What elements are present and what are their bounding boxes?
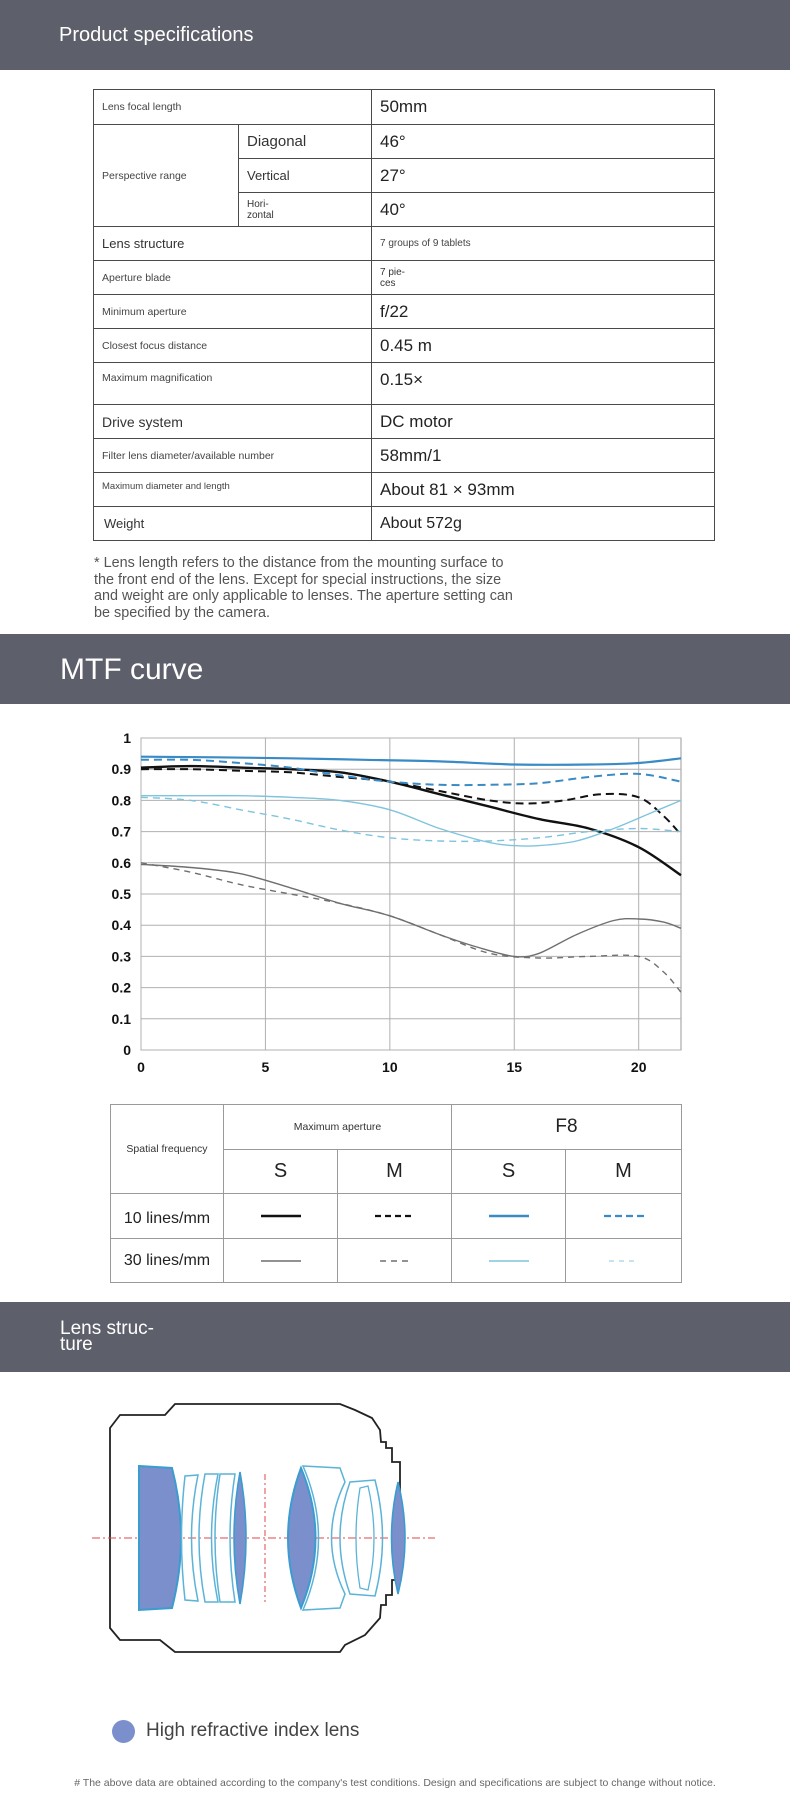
legend-m-f8: M <box>566 1150 682 1194</box>
mtf-header-band <box>0 634 790 704</box>
spec-label-perspective-range: Perspective range <box>94 125 239 227</box>
structure-title-line2: ture <box>60 1334 93 1355</box>
mtf-section-title: MTF curve <box>60 653 204 686</box>
spec-label-min-aperture: Minimum aperture <box>94 295 372 329</box>
legend-line-30-m-f8 <box>594 1257 654 1265</box>
mtf-series-line-8 <box>141 797 681 841</box>
mtf-ytick-label: 0.8 <box>111 792 131 809</box>
legend-m-max: M <box>338 1150 452 1194</box>
spec-value-focal-length: 50mm <box>372 90 715 125</box>
mtf-legend-table <box>110 1104 682 1283</box>
legend-line-10-m-f8 <box>594 1212 654 1220</box>
spec-value-max-magnification: 0.15× <box>372 363 715 405</box>
legend-spatial-frequency: Spatial frequency <box>111 1105 224 1194</box>
spec-value-filter: 58mm/1 <box>372 439 715 473</box>
spec-row-structure <box>94 227 715 261</box>
spec-label-horizontal <box>239 193 372 227</box>
spec-value-min-aperture: f/22 <box>372 295 715 329</box>
spec-label-dimensions: Maximum diameter and length <box>94 473 372 507</box>
lens-element-5 <box>234 1472 246 1604</box>
legend-swatch-30-s-max <box>224 1239 338 1283</box>
spec-label-focal-length: Lens focal length <box>94 90 372 125</box>
mtf-ytick-label: 0.3 <box>111 948 131 965</box>
lens-element-10 <box>392 1482 406 1594</box>
spec-label-structure: Lens structure <box>94 227 372 261</box>
spec-label-aperture-blade: Aperture blade <box>94 261 372 295</box>
spec-label-diagonal: Diagonal <box>239 125 372 159</box>
spec-row-aperture-blade <box>94 261 715 295</box>
legend-swatch-10-m-f8 <box>566 1194 682 1239</box>
mtf-ytick-label: 0.2 <box>111 979 131 996</box>
legend-line-30-s-f8 <box>479 1257 539 1265</box>
mtf-ytick-label: 0.4 <box>111 917 131 934</box>
legend-swatch-10-s-f8 <box>452 1194 566 1239</box>
legend-line-10-s-f8 <box>479 1212 539 1220</box>
legend-swatch-30-m-max <box>338 1239 452 1283</box>
legend-row-30-label: 30 lines/mm <box>111 1239 224 1283</box>
mtf-ytick-label: 0.6 <box>111 854 131 871</box>
spec-footnote: * Lens length refers to the distance from the mounting surface to the front end of the lens. Except for special instructions, the size and weight are only applicable to lenses. The aperture setting can be specified by the camera. <box>94 555 513 621</box>
mtf-series-line-1 <box>141 766 681 875</box>
spec-row-filter <box>94 439 715 473</box>
spec-row-weight <box>94 507 715 541</box>
spec-label-horizontal-line2: zontal <box>247 209 274 221</box>
spec-row-drive-system <box>94 405 715 439</box>
spec-row-diagonal <box>94 125 715 159</box>
structure-section-title <box>60 1318 154 1355</box>
legend-s-f8: S <box>452 1150 566 1194</box>
legend-line-30-m-max <box>365 1257 425 1265</box>
spec-value-aperture-blade-line2: ces <box>380 277 396 289</box>
spec-row-focal-length <box>94 90 715 125</box>
lens-element-1 <box>139 1466 181 1610</box>
structure-header-band <box>0 1302 790 1372</box>
mtf-series-line-5 <box>141 864 681 956</box>
spec-row-min-aperture <box>94 295 715 329</box>
legend-line-10-m-max <box>365 1212 425 1220</box>
spec-label-closest-focus: Closest focus distance <box>94 329 372 363</box>
footer-disclaimer: # The above data are obtained according to the company's test conditions. Design and specifications are subject to change without notice. <box>74 1777 716 1789</box>
hr-lens-swatch <box>112 1720 135 1743</box>
spec-value-horizontal: 40° <box>372 193 715 227</box>
legend-swatch-10-s-max <box>224 1194 338 1239</box>
spec-label-max-magnification: Maximum magnification <box>94 363 372 405</box>
spec-label-filter: Filter lens diameter/available number <box>94 439 372 473</box>
legend-swatch-30-s-f8 <box>452 1239 566 1283</box>
legend-row-10 <box>111 1194 682 1239</box>
mtf-series-line-6 <box>141 863 681 993</box>
mtf-xtick-label: 0 <box>137 1059 145 1075</box>
mtf-ytick-label: 0 <box>123 1042 131 1058</box>
mtf-xtick-label: 10 <box>382 1059 398 1075</box>
mtf-tick-labels <box>112 730 647 1075</box>
spec-row-dimensions <box>94 473 715 507</box>
mtf-grid <box>141 738 681 1050</box>
mtf-series-line-2 <box>141 769 681 835</box>
mtf-ytick-label: 0.9 <box>111 761 131 778</box>
hr-lens-label: High refractive index lens <box>146 1720 360 1741</box>
mtf-ytick-label: 0.5 <box>111 886 131 902</box>
mtf-series-group <box>141 757 681 993</box>
legend-row-header <box>111 1105 682 1150</box>
spec-value-dimensions: About 81 × 93mm <box>372 473 715 507</box>
legend-line-30-s-max <box>251 1257 311 1265</box>
lens-structure-diagram <box>0 1390 790 1690</box>
mtf-xtick-label: 5 <box>261 1059 270 1075</box>
spec-row-max-magnification <box>94 363 715 405</box>
legend-swatch-10-m-max <box>338 1194 452 1239</box>
legend-f8: F8 <box>452 1105 682 1150</box>
specs-section-title: Product specifications <box>59 24 254 46</box>
spec-label-vertical: Vertical <box>239 159 372 193</box>
legend-max-aperture: Maximum aperture <box>224 1105 452 1150</box>
spec-value-drive-system: DC motor <box>372 405 715 439</box>
mtf-ytick-label: 0.1 <box>111 1010 131 1027</box>
legend-swatch-30-m-f8 <box>566 1239 682 1283</box>
mtf-xtick-label: 20 <box>630 1059 647 1075</box>
spec-label-weight: Weight <box>94 507 372 541</box>
spec-label-horizontal-line1: Hori- <box>247 198 269 210</box>
legend-row-30 <box>111 1239 682 1283</box>
spec-value-vertical: 27° <box>372 159 715 193</box>
spec-value-aperture-blade-line1: 7 pie- <box>380 266 406 278</box>
spec-value-diagonal: 46° <box>372 125 715 159</box>
spec-table <box>93 89 715 541</box>
legend-row-10-label: 10 lines/mm <box>111 1194 224 1239</box>
legend-s-max: S <box>224 1150 338 1194</box>
legend-line-10-s-max <box>251 1212 311 1220</box>
mtf-xtick-label: 15 <box>506 1059 523 1075</box>
spec-value-aperture-blade <box>372 261 715 295</box>
mtf-ytick-label: 0.7 <box>111 823 131 840</box>
spec-label-drive-system: Drive system <box>94 405 372 439</box>
mtf-series-line-7 <box>141 796 681 847</box>
specs-header-band <box>0 0 790 70</box>
spec-value-weight: About 572g <box>372 507 715 541</box>
spec-value-structure: 7 groups of 9 tablets <box>372 227 715 261</box>
structure-title-line1: Lens struc- <box>60 1318 154 1339</box>
spec-value-closest-focus: 0.45 m <box>372 329 715 363</box>
mtf-chart <box>0 716 790 1116</box>
mtf-ytick-label: 1 <box>123 730 131 746</box>
spec-row-closest-focus <box>94 329 715 363</box>
